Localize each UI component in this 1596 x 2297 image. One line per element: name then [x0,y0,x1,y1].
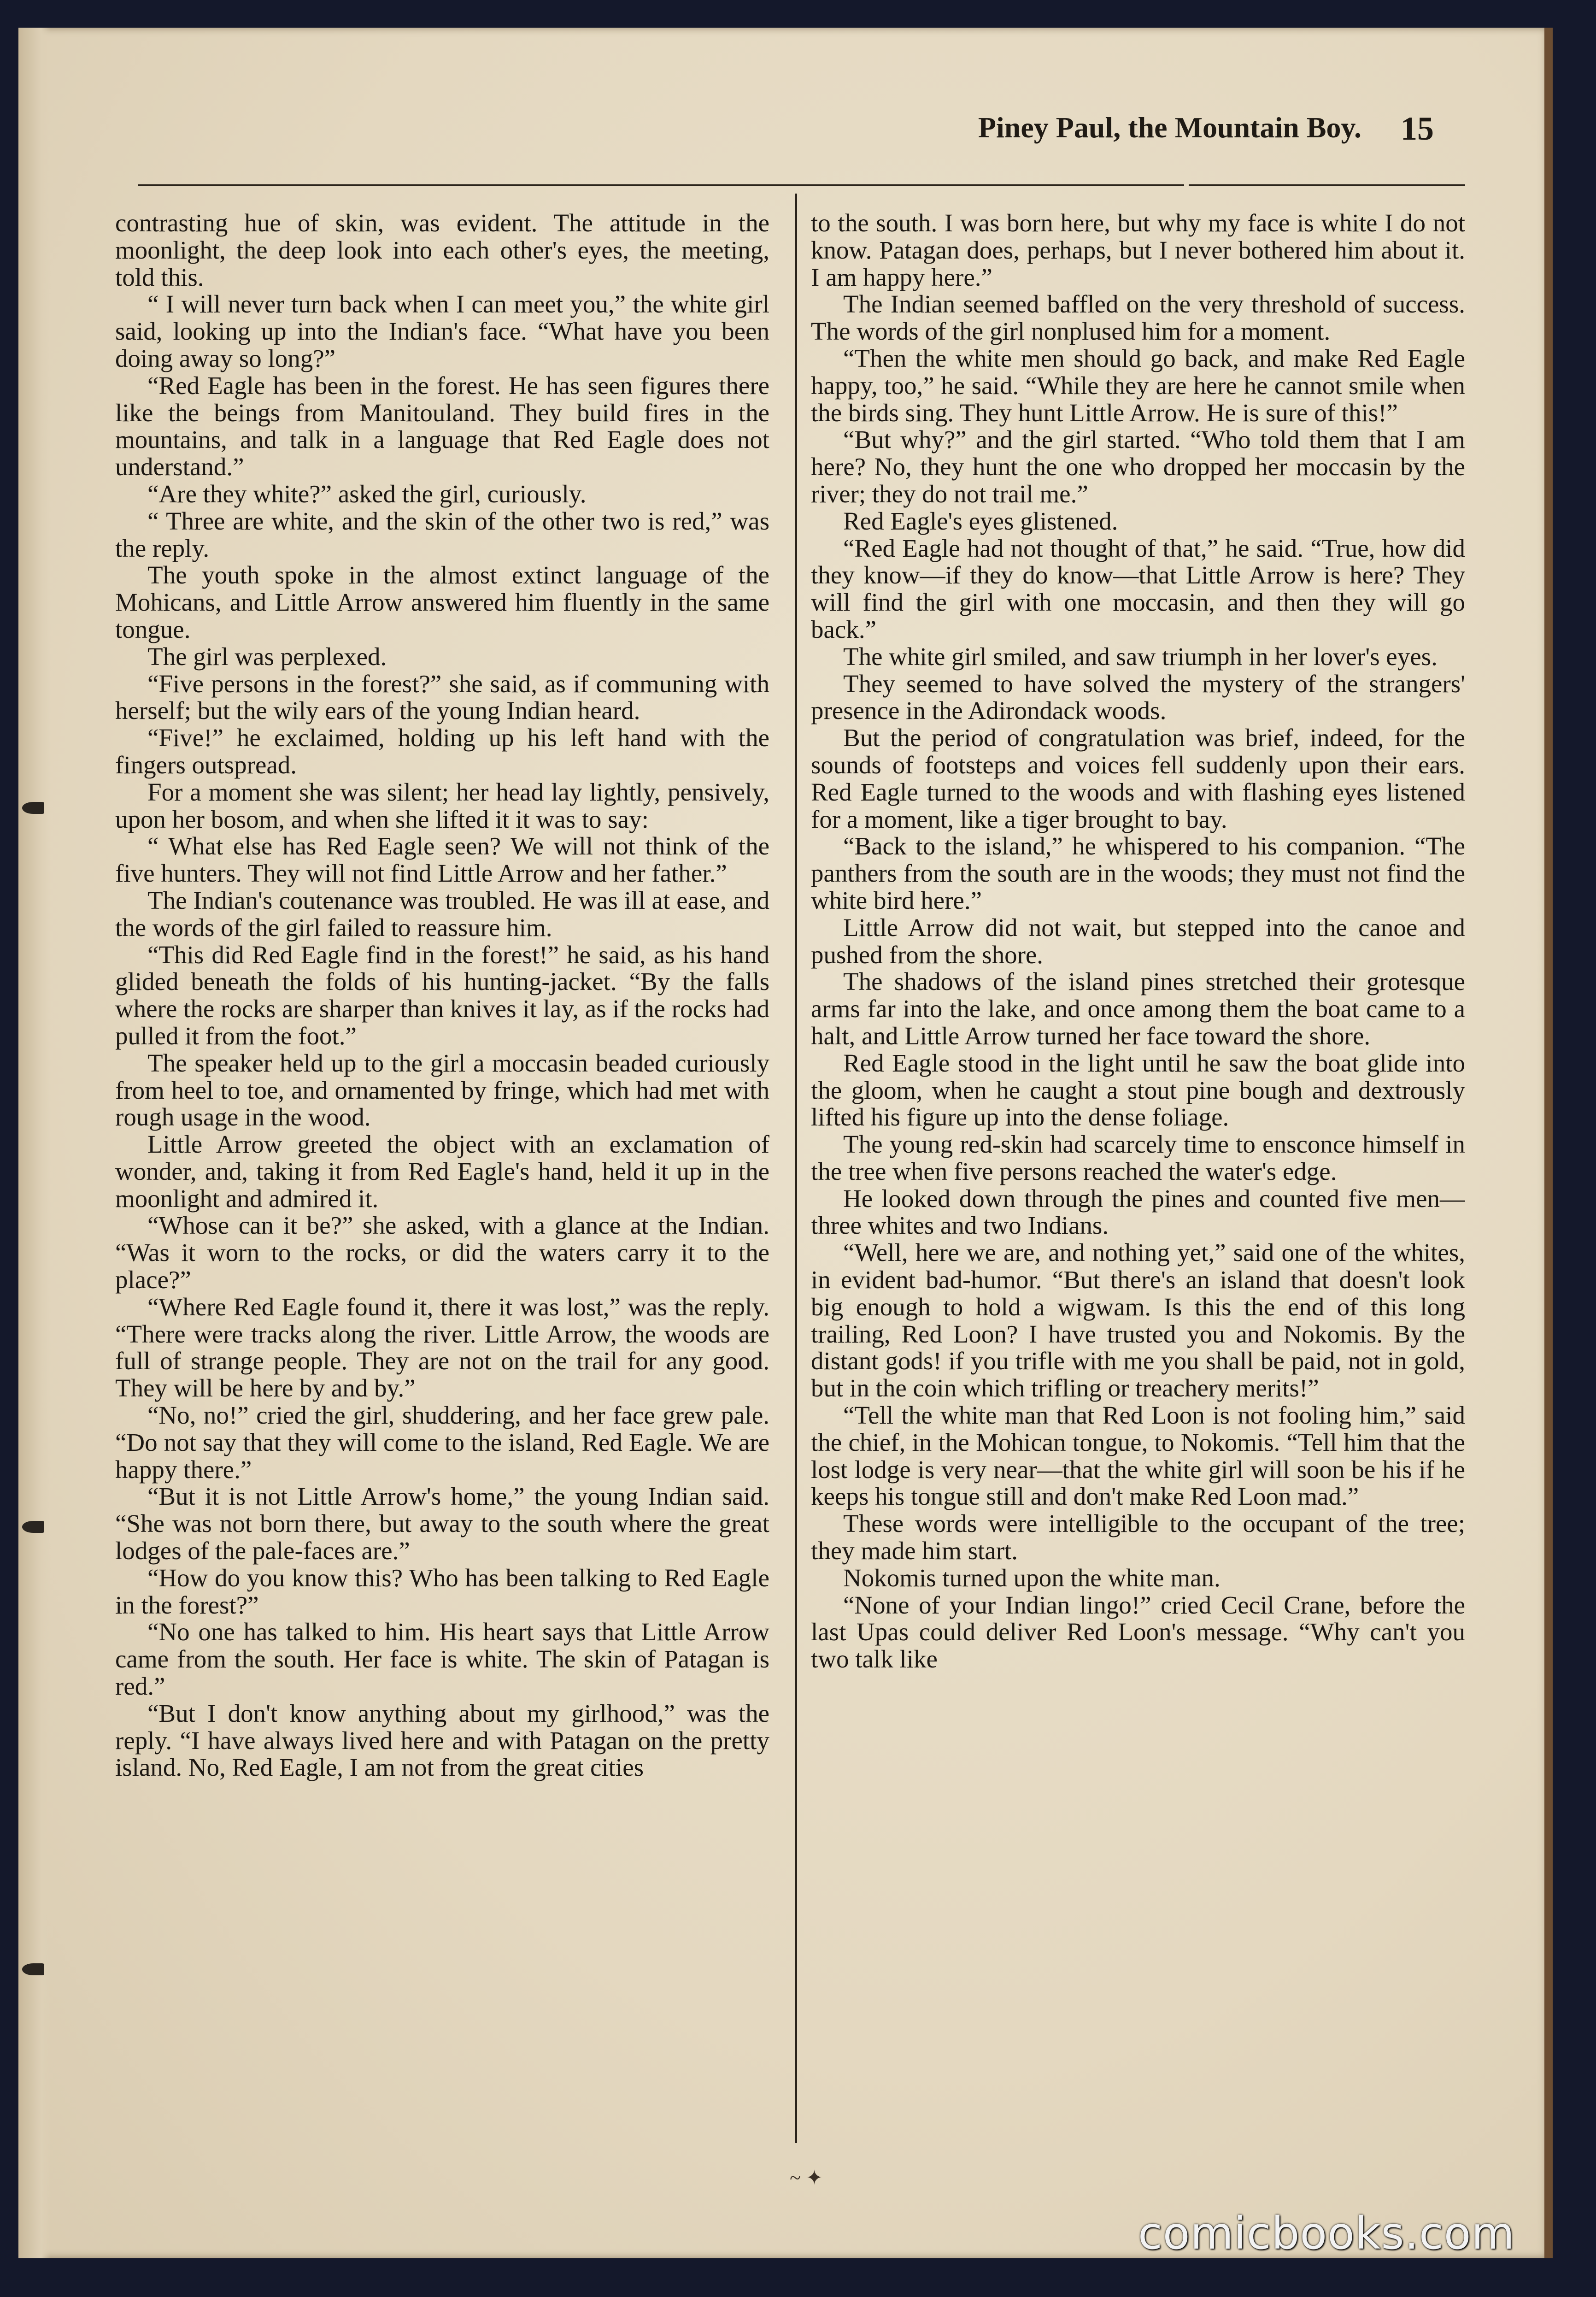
paragraph: The young red-skin had scarcely time to ensconce himself in the tree when five persons reached the water's edge. [811,1130,1465,1185]
binding-gutter [18,28,51,2258]
running-header-title: Piney Paul, the Mountain Boy. [978,111,1361,144]
paragraph: “Red Eagle has been in the forest. He has seen figures there like the beings from Manitouland. They build fires in the mountains, and talk in a language that Red Eagle does not understand.” [115,371,769,481]
paragraph: “Back to the island,” he whispered to his companion. “The panthers from the south are in the woods; they must not find the white bird here.” [811,832,1465,914]
page-number: 15 [1401,110,1434,147]
paragraph: “Five!” he exclaimed, holding up his left hand with the fingers outspread. [115,724,769,779]
right-text-column [811,210,1465,2164]
paragraph: Red Eagle's eyes glistened. [843,507,1118,535]
paragraph: Little Arrow greeted the object with an exclamation of wonder, and, taking it from Red Eagle's hand, held it up in the moonlight and admired it. [115,1130,769,1213]
paragraph: “This did Red Eagle find in the forest!” he said, as his hand glided beneath the folds of his hunting-jacket. “By the falls where the rocks are sharper than knives it lay, as if the rocks had pulled it from the foot.” [115,940,769,1050]
paragraph: “Whose can it be?” she asked, with a glance at the Indian. “Was it worn to the rocks, or did the waters carry it to the place?” [115,1211,769,1294]
paragraph: The girl was perplexed. [147,642,387,671]
paragraph: “How do you know this? Who has been talking to Red Eagle in the forest?” [115,1563,769,1619]
page-edge [1544,28,1553,2258]
paragraph: Little Arrow did not wait, but stepped into the canoe and pushed from the shore. [811,913,1465,969]
paragraph: The shadows of the island pines stretched their grotesque arms far into the lake, and once among them the boat came to a halt, and Little Arrow turned her face toward the shore. [811,967,1465,1050]
binding-staple [22,1521,44,1533]
paragraph: “But it is not Little Arrow's home,” the young Indian said. “She was not born there, but away to the south where the great lodges of the pale-faces are.” [115,1482,769,1565]
paragraph: “Are they white?” asked the girl, curiously. [147,479,587,508]
header-rule-right [1189,184,1465,186]
binding-staple [22,802,44,814]
paragraph: “No one has talked to him. His heart says that Little Arrow came from the south. Her face is white. The skin of Patagan is red.” [115,1618,769,1701]
paragraph: He looked down through the pines and counted five men—three whites and two Indians. [811,1184,1465,1240]
paragraph: to the south. I was born here, but why my face is white I do not know. Patagan does, perhaps, but I never bothered him about it. I am happy here.” [811,210,1465,291]
paragraph: The youth spoke in the almost extinct language of the Mohicans, and Little Arrow answered him fluently in the same tongue. [115,561,769,643]
paragraph: contrasting hue of skin, was evident. The attitude in the moonlight, the deep look into each other's eyes, the meeting, told this. [115,210,769,291]
paragraph: The Indian seemed baffled on the very threshold of success. The words of the girl nonplused him for a moment. [811,290,1465,346]
paragraph: “But why?” and the girl started. “Who told them that I am here? No, they hunt the one who dropped her moccasin by the river; they do not trail me.” [811,425,1465,508]
binding-staple [22,1963,44,1975]
paragraph: The white girl smiled, and saw triumph in her lover's eyes. [843,642,1438,671]
paragraph: “Five persons in the forest?” she said, as if communing with herself; but the wily ears of the young Indian heard. [115,669,769,725]
paragraph: Nokomis turned upon the white man. [843,1563,1220,1592]
paragraph: “ I will never turn back when I can meet you,” the white girl said, looking up into the Indian's face. “What have you been doing away so long?” [115,290,769,372]
paragraph: “Tell the white man that Red Loon is not fooling him,” said the chief, in the Mohican tongue, to Nokomis. “Tell him that the lost lodge is very near—that the white girl will soon be his if he keeps his tongue still and don't make Red Loon mad.” [811,1401,1465,1511]
paragraph: Red Eagle stood in the light until he saw the boat glide into the gloom, when he caught a stout pine bough and dextrously lifted his figure up into the dense foliage. [811,1048,1465,1131]
paragraph: They seemed to have solved the mystery of the strangers' presence in the Adirondack woods. [811,669,1465,725]
paragraph: “None of your Indian lingo!” cried Cecil Crane, before the last Upas could deliver Red Loon's message. “Why can't you two talk like [811,1590,1465,1673]
paragraph: The Indian's coutenance was troubled. He was ill at ease, and the words of the girl failed to reassure him. [115,886,769,942]
paragraph: For a moment she was silent; her head lay lightly, pensively, upon her bosom, and when she lifted it it was to say: [115,777,769,833]
site-watermark: comicbooks.com [1138,2208,1515,2259]
paragraph: “Well, here we are, and nothing yet,” said one of the whites, in evident bad-humor. “But there's an island that doesn't look big enough to hold a wigwam. Is this the end of this long trailing, Red Loon? I have trusted you and Nokomis. By the distant gods! if you trifle with me you shall be paid, not in gold, but in the coin which trifling or treachery merits!” [811,1238,1465,1402]
left-text-column [115,210,769,2164]
paragraph: The speaker held up to the girl a moccasin beaded curiously from heel to toe, and ornamented by fringe, which had met with rough usage in the wood. [115,1048,769,1131]
paragraph: “ Three are white, and the skin of the other two is red,” was the reply. [115,507,769,562]
header-rule-left [138,184,1184,186]
paragraph: But the period of congratulation was brief, indeed, for the sounds of footsteps and voices fell suddenly upon their ears. Red Eagle turned to the woods and with flashing eyes listened for a moment, like a tiger brought to bay. [811,724,1465,833]
paragraph: “No, no!” cried the girl, shuddering, and her face grew pale. “Do not say that they will come to the island, Red Eagle. We are happy there.” [115,1401,769,1484]
paragraph: These words were intelligible to the occupant of the tree; they made him start. [811,1509,1465,1565]
paragraph: “Red Eagle had not thought of that,” he said. “True, how did they know—if they do know—that Little Arrow is here? They will find the girl with one moccasin, and then they will go back.” [811,534,1465,643]
paragraph: “Then the white men should go back, and make Red Eagle happy, too,” he said. “While they are here he cannot smile when the birds sing. They hunt Little Arrow. He is sure of this!” [811,344,1465,427]
paragraph: “ What else has Red Eagle seen? We will not think of the five hunters. They will not find Little Arrow and her father.” [115,832,769,888]
paragraph: “Where Red Eagle found it, there it was lost,” was the reply. “There were tracks along the river. Little Arrow, the woods are full of strange people. They are not on the trail for any good. They will be here by and by.” [115,1292,769,1402]
column-divider [795,194,797,2143]
paragraph: “But I don't know anything about my girlhood,” was the reply. “I have always lived here and with Patagan on the pretty island. No, Red Eagle, I am not from the great cities [115,1699,769,1782]
printer-mark: ~ ✦ [790,2167,823,2189]
